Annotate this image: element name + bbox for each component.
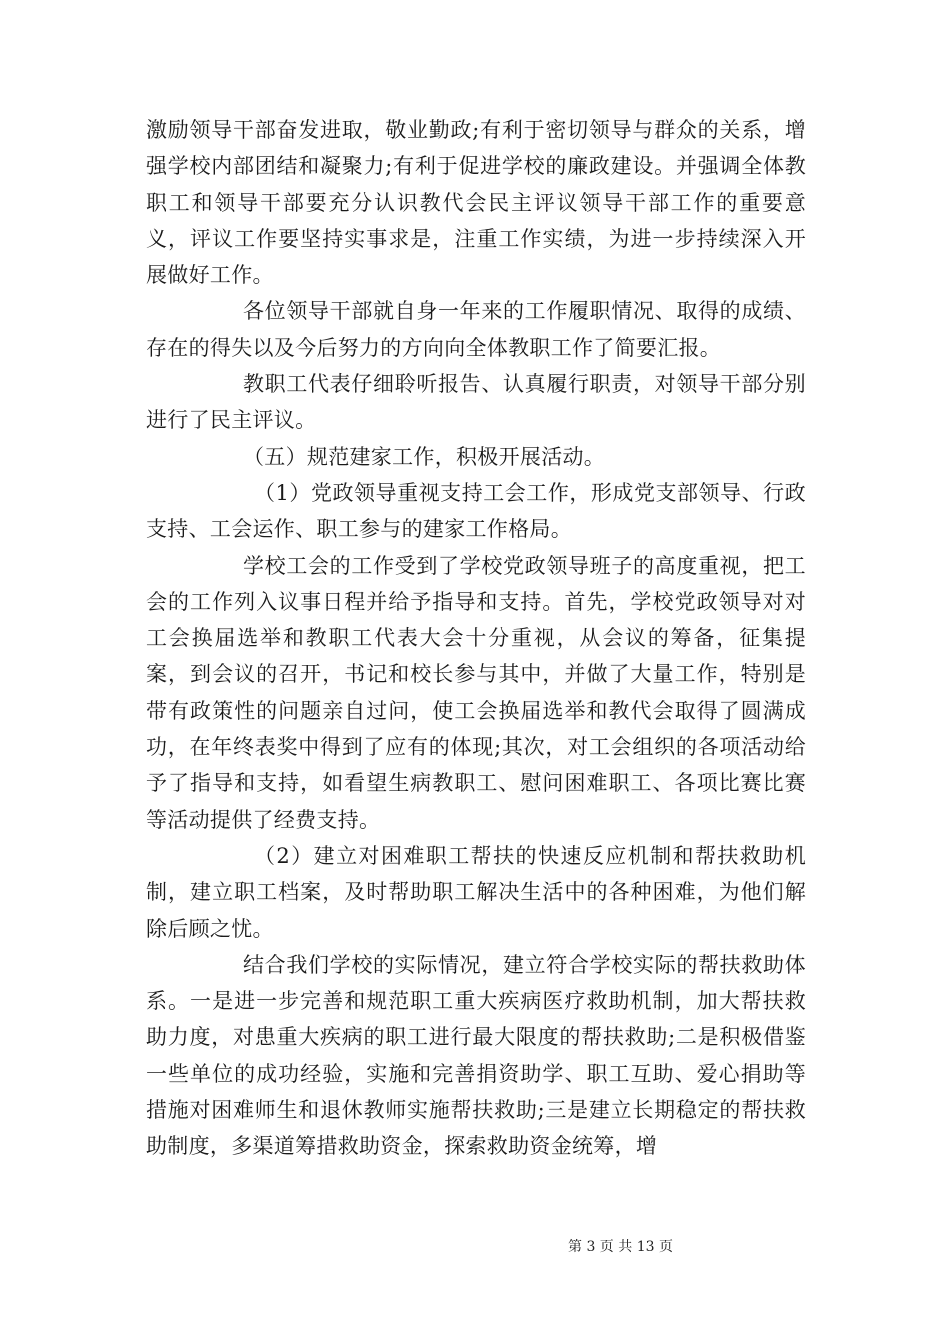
subheading-1: （1）党政领导重视支持工会工作，形成党支部领导、行政支持、工会运作、职工参与的建家工作格局。 [146,480,806,542]
paragraph-2: 各位领导干部就自身一年来的工作履职情况、取得的成绩、存在的得失以及今后努力的方向向全体教职工作了简要汇报。 [146,299,806,360]
paragraph-5: 结合我们学校的实际情况，建立符合学校实际的帮扶救助体系。一是进一步完善和规范职工重大疾病医疗救助机制，加大帮扶救助力度，对患重大疾病的职工进行最大限度的帮扶救助;二是积极借鉴一些单位的成功经验，实施和完善捐资助学、职工互助、爱心捐助等措施对困难师生和退休教师实施帮扶救助;三是建立长期稳定的帮扶救助制度，多渠道筹措救助资金，探索救助资金统筹，增 [146,952,806,1159]
subheading-2: （2）建立对困难职工帮扶的快速反应机制和帮扶救助机制，建立职工档案，及时帮助职工解决生活中的各种困难，为他们解除后顾之忧。 [146,843,806,941]
document-body [146,112,806,1165]
page-number: 第 3 页 共 13 页 [568,1239,673,1255]
paragraph-3: 教职工代表仔细聆听报告、认真履行职责，对领导干部分别进行了民主评议。 [146,372,806,433]
paragraph-4: 学校工会的工作受到了学校党政领导班子的高度重视，把工会的工作列入议事日程并给予指导和支持。首先，学校党政领导对对工会换届选举和教职工代表大会十分重视，从会议的筹备，征集提案，到会议的召开，书记和校长参与其中，并做了大量工作，特别是带有政策性的问题亲自过问，使工会换届选举和教代会取得了圆满成功，在年终表奖中得到了应有的体现;其次，对工会组织的各项活动给予了指导和支持，如看望生病教职工、慰问困难职工、各项比赛比赛等活动提供了经费支持。 [146,553,806,832]
paragraph-1: 激励领导干部奋发进取，敬业勤政;有利于密切领导与群众的关系，增强学校内部团结和凝聚力;有利于促进学校的廉政建设。并强调全体教职工和领导干部要充分认识教代会民主评议领导干部工作的重要意义，评议工作要坚持实事求是，注重工作实绩，为进一步持续深入开展做好工作。 [146,118,806,288]
section-heading: （五）规范建家工作，积极开展活动。 [243,444,606,469]
